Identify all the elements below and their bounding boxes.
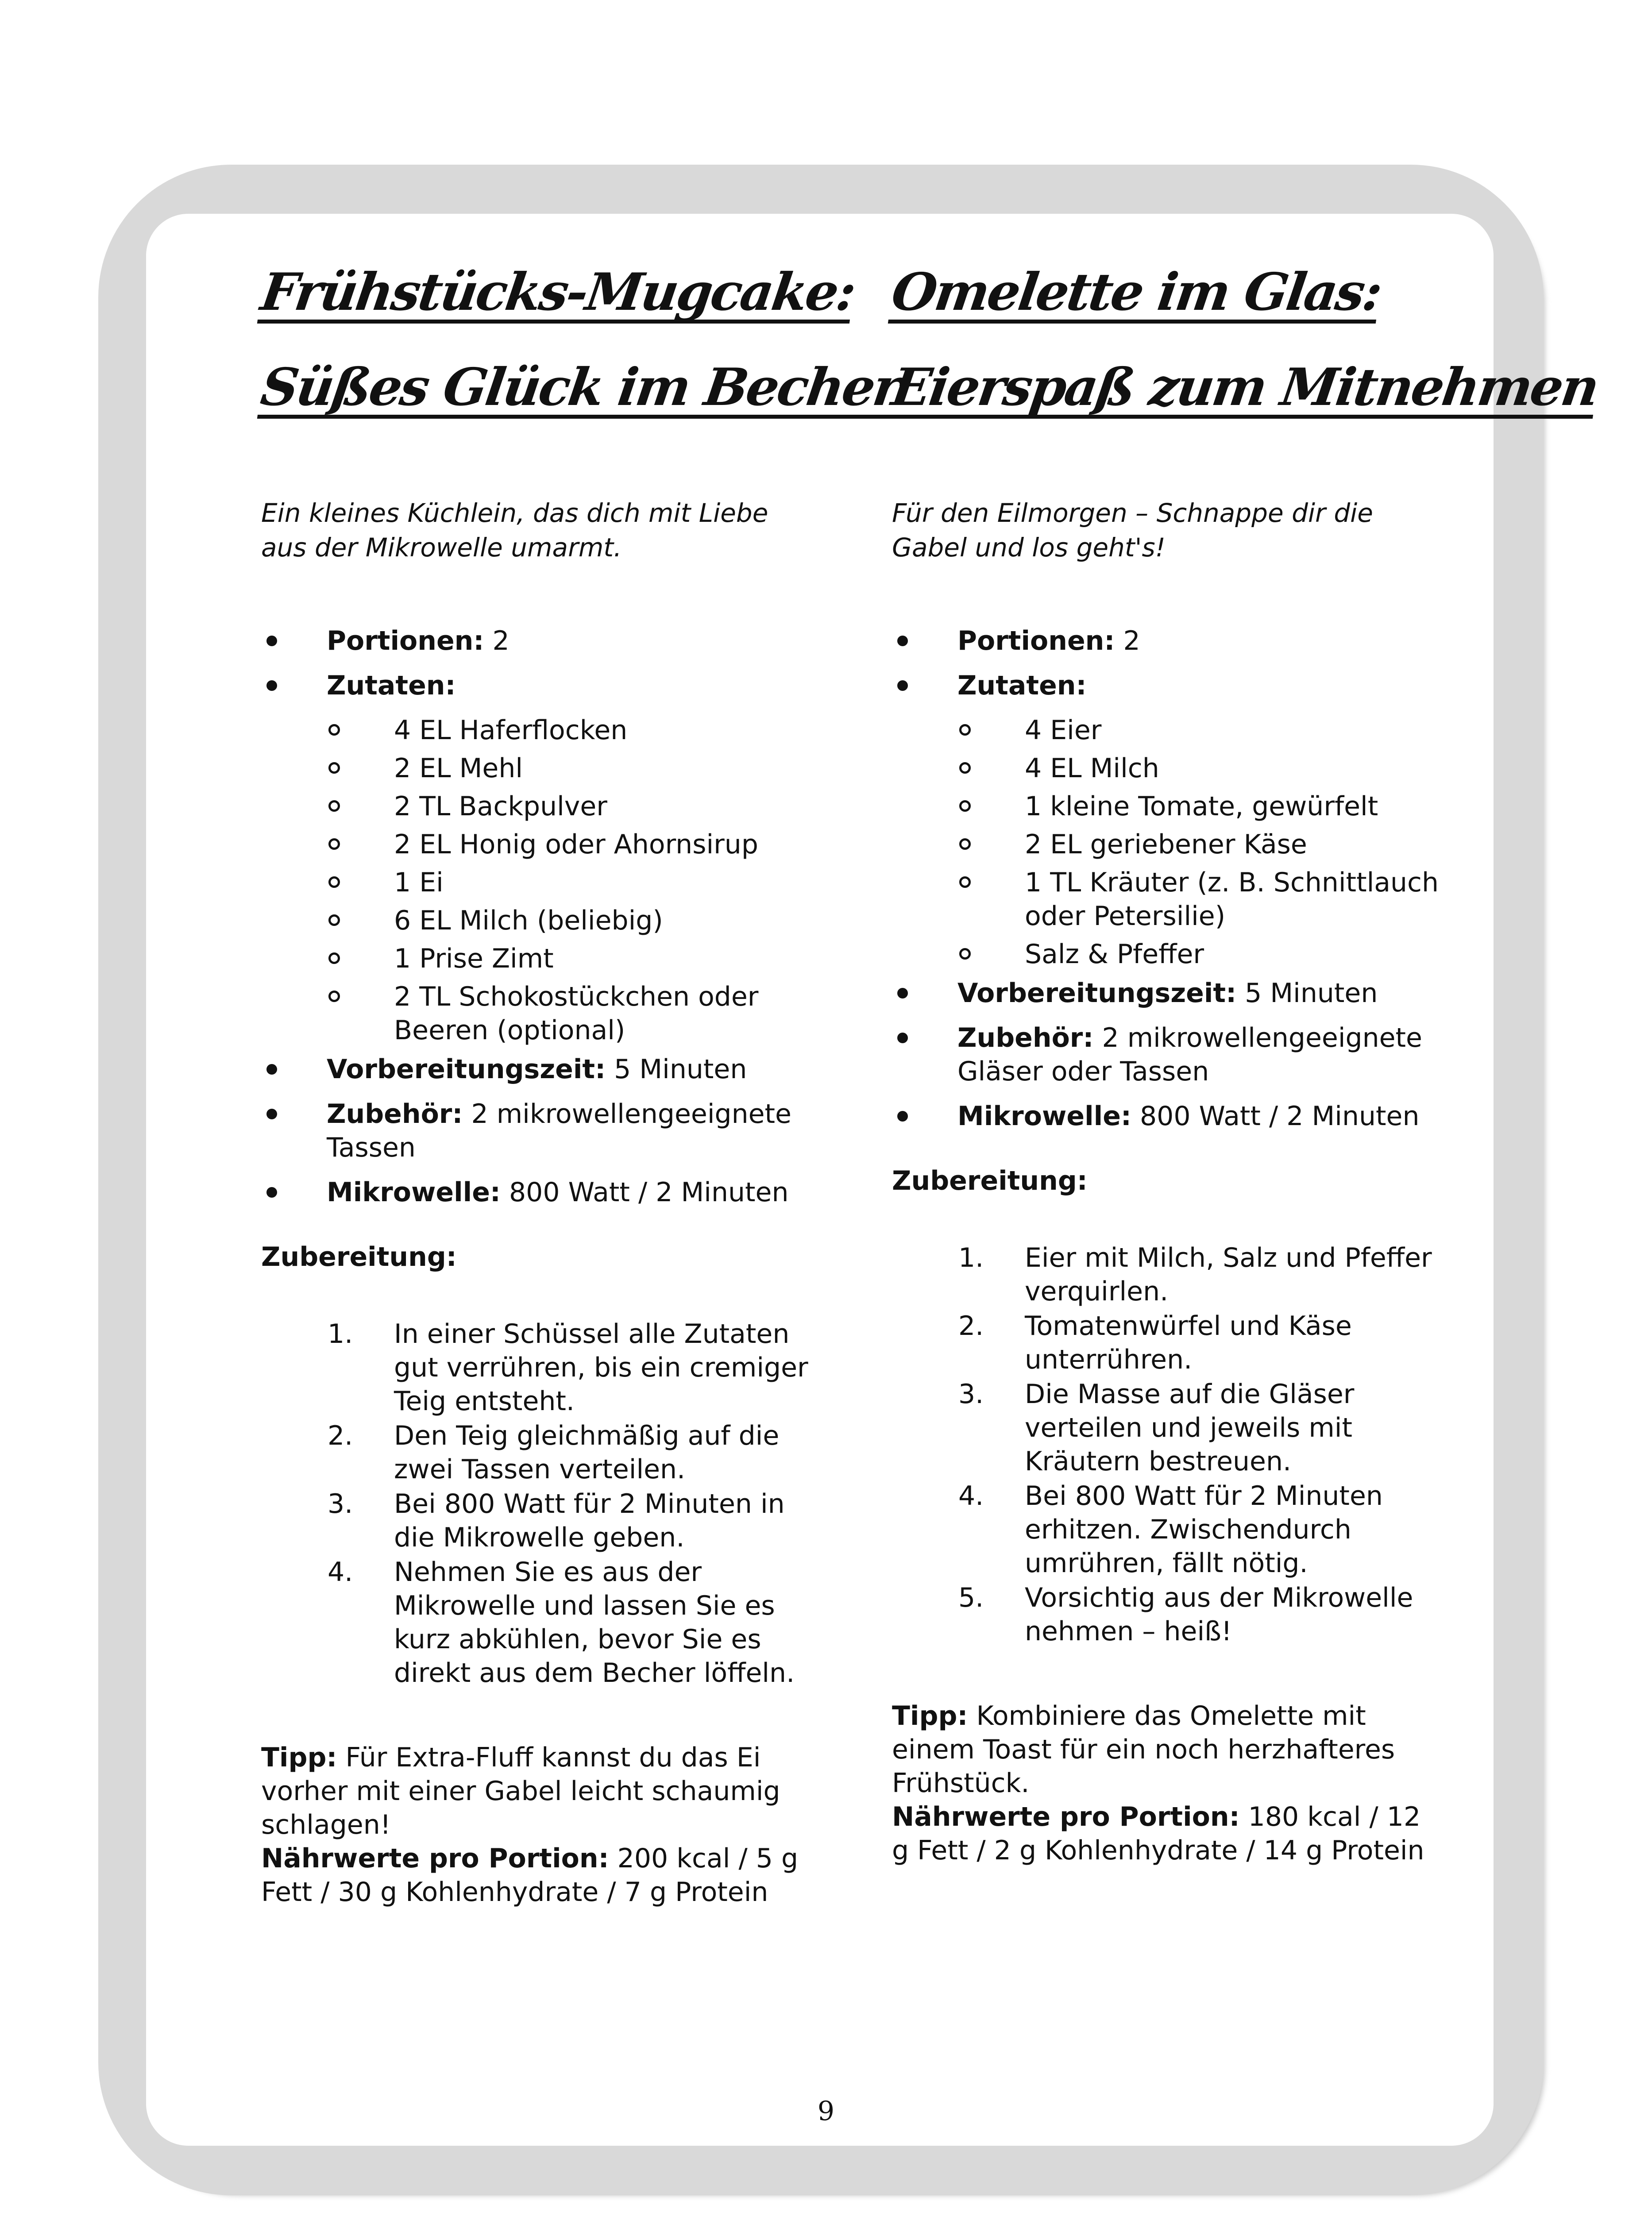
ingredient-item: 2 EL Honig oder Ahornsirup	[261, 828, 814, 861]
recipe-details	[261, 624, 814, 1909]
prep-time-item	[892, 976, 1445, 1010]
portions-value: 2	[1115, 625, 1140, 656]
step-number: 2.	[328, 1420, 353, 1451]
prep-time-value: 5 Minuten	[1236, 978, 1378, 1009]
method-steps	[892, 1241, 1445, 1648]
ingredient-item: 4 EL Haferflocken	[261, 713, 814, 747]
step-text: Bei 800 Watt für 2 Minuten erhitzen. Zwischendurch umrühren, fällt nötig.	[1025, 1480, 1383, 1579]
ingredients-label: Zutaten:	[327, 670, 456, 701]
microwave-label: Mikrowelle:	[957, 1101, 1131, 1132]
prep-time-value: 5 Minuten	[606, 1054, 747, 1085]
step-text: Vorsichtig aus der Mikrowelle nehmen – heiß!	[1025, 1582, 1413, 1647]
tools-value: 2 mikrowellengeeignete Tassen	[327, 1099, 791, 1163]
step-item	[892, 1581, 1445, 1648]
step-number: 1.	[328, 1319, 353, 1349]
step-text: Nehmen Sie es aus der Mikrowelle und lassen Sie es kurz abkühlen, bevor Sie es direkt aus dem Becher löffeln.	[394, 1557, 795, 1689]
step-item	[892, 1309, 1445, 1376]
step-item	[892, 1241, 1445, 1308]
nutrition-text: 200 kcal / 5 g Fett / 30 g Kohlenhydrate / 7 g Protein	[261, 1843, 799, 1908]
portions-label: Portionen:	[327, 625, 484, 656]
recipe-details	[892, 624, 1445, 1867]
ingredient-item: 2 EL geriebener Käse	[892, 828, 1445, 861]
portions-item	[261, 624, 814, 658]
tip-block	[261, 1741, 814, 1909]
ingredient-item: 1 TL Kräuter (z. B. Schnittlauch oder Petersilie)	[892, 866, 1445, 933]
ingredients-item	[261, 669, 814, 702]
tip-label: Tipp:	[261, 1742, 337, 1773]
step-text: Den Teig gleichmäßig auf die zwei Tassen verteilen.	[394, 1420, 780, 1485]
prep-time-label: Vorbereitungszeit:	[327, 1054, 606, 1085]
page-number: 9	[817, 2096, 835, 2127]
step-number: 3.	[328, 1488, 353, 1519]
recipe-title-line2: Süßes Glück im Becher	[257, 361, 903, 419]
ingredient-item: 2 EL Mehl	[261, 752, 814, 785]
ingredient-item: 1 Ei	[261, 866, 814, 899]
tools-label: Zubehör:	[957, 1022, 1094, 1053]
portions-value: 2	[484, 625, 509, 656]
recipe-title-line2: Eierspaß zum Mitnehmen	[888, 361, 1601, 419]
microwave-label: Mikrowelle:	[327, 1177, 501, 1208]
step-number: 1.	[958, 1242, 984, 1273]
recipe-subtitle: Für den Eilmorgen – Schnappe dir die Gabel und los geht's!	[892, 498, 1373, 563]
portions-item	[892, 624, 1445, 658]
recipe-subtitle: Ein kleines Küchlein, das dich mit Liebe aus der Mikrowelle umarmt.	[261, 498, 768, 563]
ingredient-item: 4 Eier	[892, 713, 1445, 747]
nutrition-label: Nährwerte pro Portion:	[892, 1801, 1240, 1832]
tools-item	[261, 1097, 814, 1164]
ingredient-item: 2 TL Schokostückchen oder Beeren (optional)	[261, 980, 814, 1047]
ingredient-item: 1 Prise Zimt	[261, 942, 814, 975]
ingredient-item: 4 EL Milch	[892, 752, 1445, 785]
step-number: 2.	[958, 1311, 984, 1342]
step-number: 3.	[958, 1379, 984, 1410]
step-item	[261, 1317, 814, 1418]
step-item	[261, 1555, 814, 1690]
step-item	[261, 1487, 814, 1554]
tools-value: 2 mikrowellengeeignete Gläser oder Tassen	[957, 1022, 1422, 1087]
microwave-item	[261, 1176, 814, 1209]
step-text: Tomatenwürfel und Käse unterrühren.	[1025, 1311, 1352, 1375]
microwave-value: 800 Watt / 2 Minuten	[500, 1177, 789, 1208]
nutrition-label: Nährwerte pro Portion:	[261, 1843, 609, 1874]
method-heading: Zubereitung:	[892, 1165, 1088, 1196]
step-item	[892, 1377, 1445, 1478]
step-text: Eier mit Milch, Salz und Pfeffer verquirlen.	[1025, 1242, 1432, 1307]
microwave-value: 800 Watt / 2 Minuten	[1131, 1101, 1420, 1132]
recipe-title-line1: Frühstücks-Mugcake:	[257, 266, 858, 324]
step-number: 5.	[958, 1582, 984, 1613]
tools-item	[892, 1021, 1445, 1088]
tip-text: Für Extra-Fluff kannst du das Ei vorher mit einer Gabel leicht schaumig schlagen!	[261, 1742, 780, 1840]
tools-label: Zubehör:	[327, 1099, 463, 1130]
ingredients-item	[892, 669, 1445, 702]
microwave-item	[892, 1099, 1445, 1133]
step-text: Die Masse auf die Gläser verteilen und jeweils mit Kräutern bestreuen.	[1025, 1379, 1355, 1477]
ingredient-list	[261, 713, 814, 1047]
prep-time-item	[261, 1053, 814, 1086]
ingredient-item: 1 kleine Tomate, gewürfelt	[892, 790, 1445, 823]
step-text: In einer Schüssel alle Zutaten gut verrühren, bis ein cremiger Teig entsteht.	[394, 1319, 808, 1417]
method-steps	[261, 1317, 814, 1690]
ingredients-label: Zutaten:	[957, 670, 1087, 701]
ingredient-list	[892, 713, 1445, 971]
step-item	[892, 1479, 1445, 1580]
step-number: 4.	[328, 1557, 353, 1588]
tip-text: Kombiniere das Omelette mit einem Toast für ein noch herzhafteres Frühstück.	[892, 1700, 1395, 1799]
step-item	[261, 1419, 814, 1486]
ingredient-item: 6 EL Milch (beliebig)	[261, 904, 814, 937]
ingredient-item: 2 TL Backpulver	[261, 790, 814, 823]
nutrition-text: 180 kcal / 12 g Fett / 2 g Kohlenhydrate / 14 g Protein	[892, 1801, 1424, 1866]
ingredient-item: Salz & Pfeffer	[892, 937, 1445, 971]
recipe-title-line1: Omelette im Glas:	[888, 266, 1384, 324]
step-number: 4.	[958, 1480, 984, 1511]
portions-label: Portionen:	[957, 625, 1115, 656]
prep-time-label: Vorbereitungszeit:	[957, 978, 1237, 1009]
tip-label: Tipp:	[892, 1700, 968, 1731]
step-text: Bei 800 Watt für 2 Minuten in die Mikrowelle geben.	[394, 1488, 785, 1553]
method-heading: Zubereitung:	[261, 1241, 457, 1272]
tip-block	[892, 1699, 1445, 1867]
